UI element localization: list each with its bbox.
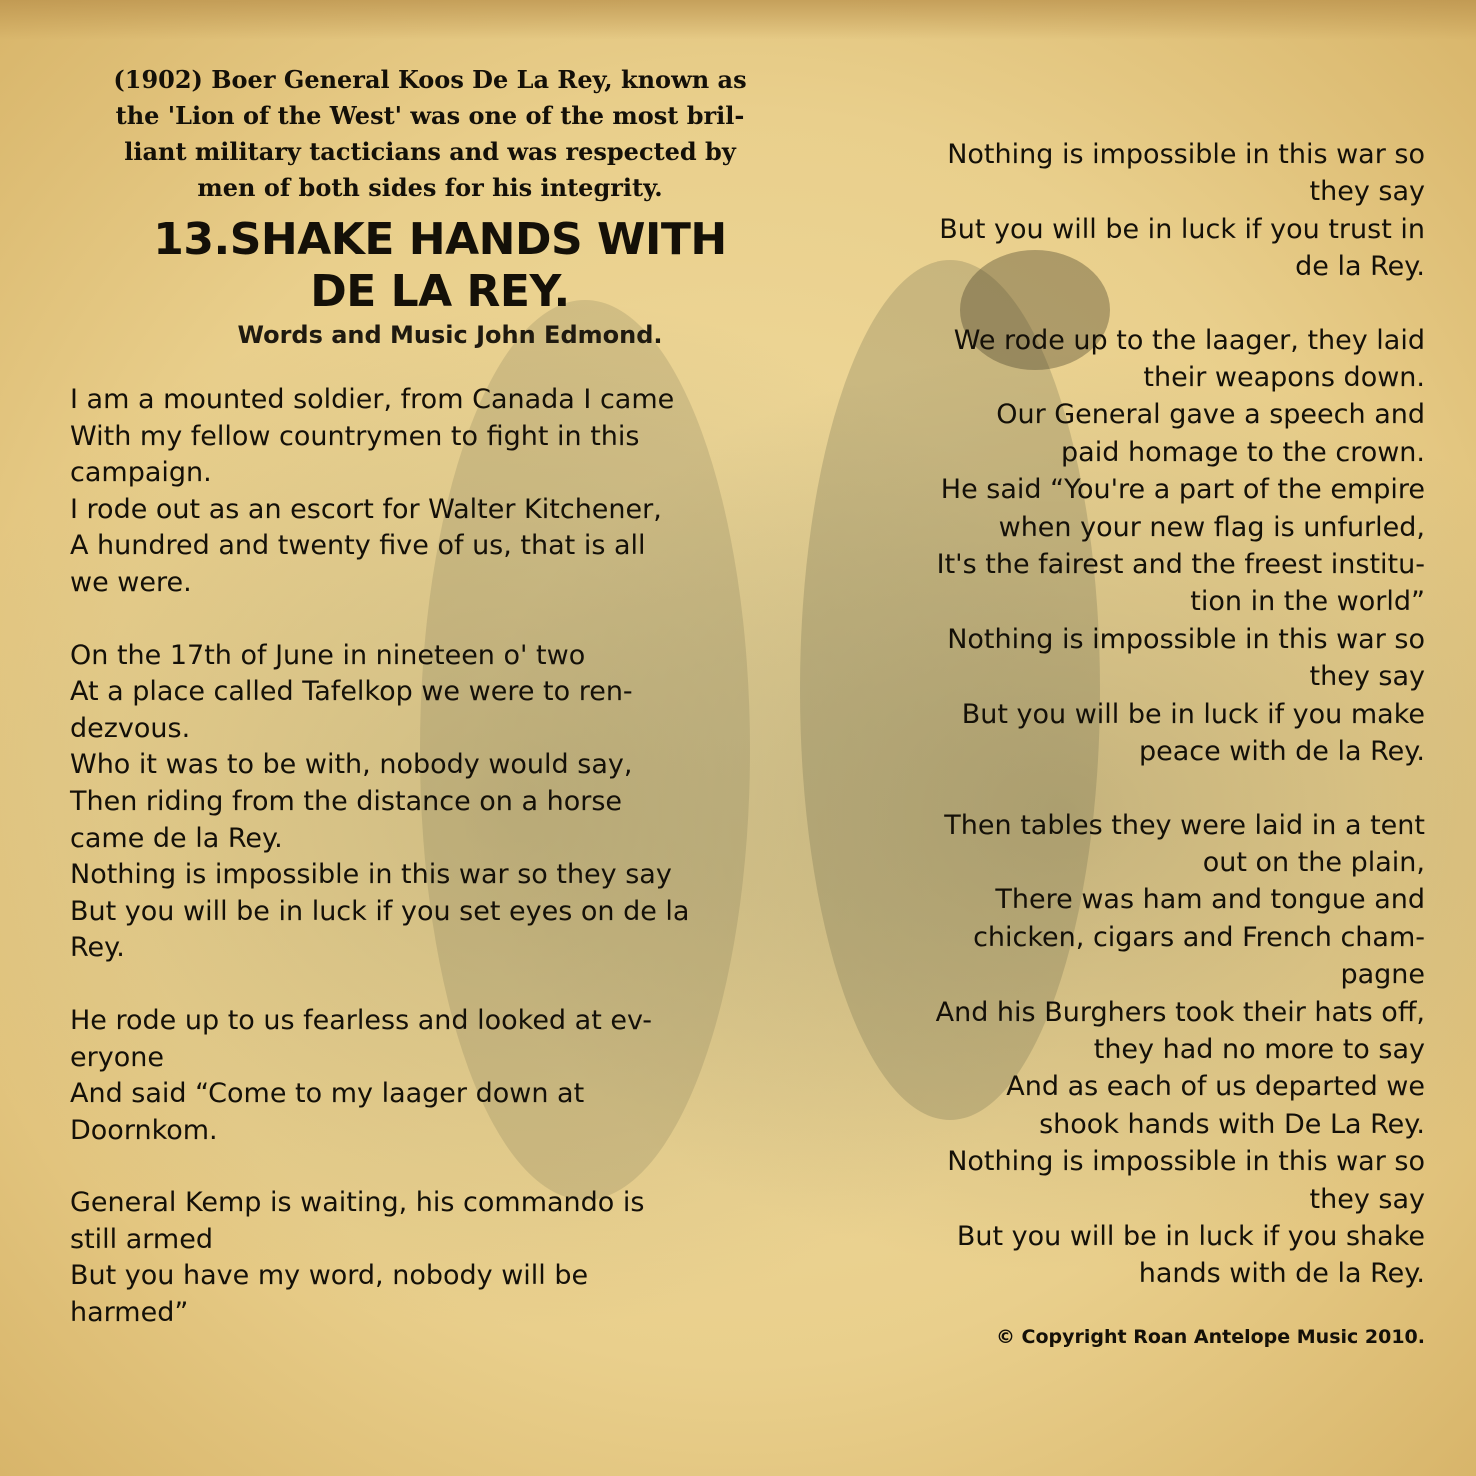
intro-line: liant military tacticians and was respected by [124, 137, 736, 166]
lyric-line: At a place called Tafelkop we were to ren- [70, 676, 633, 708]
right-lyrics [825, 136, 1425, 1293]
lyric-line: Then riding from the distance on a horse [70, 785, 623, 817]
lyric-line: out on the plain, [1202, 846, 1425, 878]
lyric-line: There was ham and tongue and [995, 884, 1425, 916]
verse [70, 1003, 810, 1149]
lyric-line: But you will be in luck if you set eyes on de la [70, 895, 690, 927]
lyric-line: we were. [70, 566, 192, 598]
lyric-line: And said “Come to my laager down at [70, 1078, 585, 1110]
lyric-line: dezvous. [70, 712, 191, 744]
lyric-line: peace with de la Rey. [1138, 736, 1425, 768]
lyric-line: they had no more to say [1093, 1033, 1425, 1065]
lyric-line: On the 17th of June in nineteen o' two [70, 639, 586, 671]
lyric-line: It's the fairest and the freest institu- [936, 549, 1425, 581]
lyric-line: I am a mounted soldier, from Canada I came [70, 384, 675, 415]
right-column [825, 136, 1425, 1351]
paper-stain [0, 0, 1476, 40]
lyric-line: Our General gave a speech and [996, 399, 1425, 431]
intro-line: the 'Lion of the West' was one of the most bril- [115, 101, 745, 130]
title-line: 13.SHAKE HANDS WITH [153, 214, 727, 265]
verse [825, 807, 1425, 1293]
lyric-line: hands with de la Rey. [1138, 1258, 1425, 1290]
intro-line: (1902) Boer General Koos De La Rey, known as [113, 65, 747, 94]
verse-gap [825, 771, 1425, 807]
verse [70, 638, 810, 967]
lyric-line: paid homage to the crown. [1061, 436, 1425, 468]
lyric-line: Nothing is impossible in this war so they say [70, 859, 672, 891]
lyric-line: shook hands with De La Rey. [1039, 1108, 1425, 1140]
lyric-line: Rey. [70, 932, 125, 964]
verse [70, 1185, 810, 1331]
song-credit: Words and Music John Edmond. [237, 321, 663, 349]
lyric-line: Doornkom. [70, 1114, 218, 1146]
lyric-line: But you will be in luck if you shake [956, 1220, 1425, 1252]
lyric-line: still armed [70, 1223, 213, 1255]
lyric-line: campaign. [70, 457, 212, 489]
lyric-line: Nothing is impossible in this war so [947, 623, 1425, 655]
lyric-line: But you have my word, nobody will be [70, 1260, 589, 1292]
title-line: DE LA REY. [310, 266, 570, 317]
lyric-line: they say [1309, 1183, 1425, 1215]
lyric-line: chicken, cigars and French cham- [973, 921, 1425, 953]
lyric-line: came de la Rey. [70, 822, 283, 854]
lyric-line: their weapons down. [1143, 362, 1425, 394]
lyric-line: With my fellow countrymen to fight in this [70, 420, 640, 452]
lyric-line: tion in the world” [1190, 586, 1425, 618]
verse-gap [70, 967, 810, 1003]
copyright-notice: © Copyright Roan Antelope Music 2010. [995, 1325, 1425, 1348]
lyric-line: they say [1309, 661, 1425, 693]
left-lyrics [70, 382, 810, 1332]
lyric-line: they say [1309, 176, 1425, 208]
lyric-line: A hundred and twenty five of us, that is all [70, 530, 646, 562]
lyric-line: General Kemp is waiting, his commando is [70, 1187, 645, 1219]
lyric-line: harmed” [70, 1297, 189, 1329]
lyric-line: We rode up to the laager, they laid [953, 324, 1425, 356]
lyric-line: But you will be in luck if you make [961, 698, 1425, 730]
verse [825, 136, 1425, 286]
lyric-line: And as each of us departed we [1006, 1071, 1425, 1103]
lyric-line: He said “You're a part of the empire [940, 474, 1425, 506]
lyric-line: Who it was to be with, nobody would say, [70, 749, 633, 781]
verse-gap [70, 602, 810, 638]
verse [70, 382, 810, 602]
lyric-line: Nothing is impossible in this war so [947, 139, 1425, 170]
verse [825, 322, 1425, 771]
lyric-line: when your new flag is unfurled, [998, 511, 1425, 543]
lyric-line: And his Burghers took their hats off, [935, 996, 1425, 1028]
verse-gap [70, 1149, 810, 1185]
lyric-line: Then tables they were laid in a tent [944, 809, 1425, 841]
lyric-line: But you will be in luck if you trust in [939, 213, 1425, 245]
lyric-line: I rode out as an escort for Walter Kitchener, [70, 493, 662, 525]
song-title [70, 214, 810, 318]
lyric-line: de la Rey. [1295, 251, 1425, 283]
lyric-line: pagne [1340, 959, 1425, 991]
verse-gap [825, 286, 1425, 322]
intro-line: men of both sides for his integrity. [197, 173, 663, 202]
lyric-line: eryone [70, 1041, 164, 1073]
lyric-line: Nothing is impossible in this war so [947, 1146, 1425, 1178]
intro-paragraph [70, 62, 790, 206]
left-column [70, 62, 810, 1332]
lyric-line: He rode up to us fearless and looked at ev- [70, 1004, 652, 1036]
